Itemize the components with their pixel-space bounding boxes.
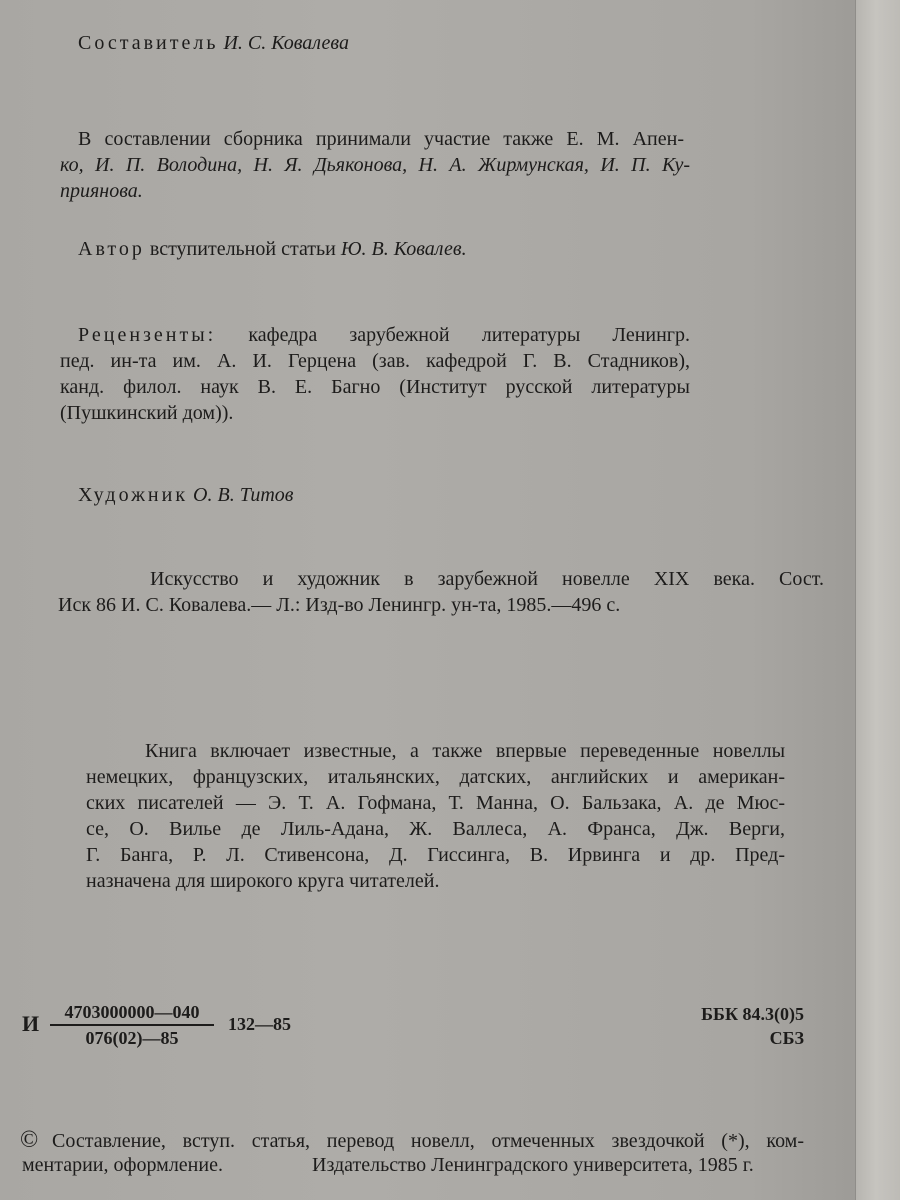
artist-line: [78, 482, 293, 508]
annotation-line-5: Г. Банга, Р. Л. Стивенсона, Д. Гиссинга, В. Ирвинга и др. Пред-: [86, 844, 785, 866]
artist-label: Художник: [78, 484, 189, 506]
participants-block-2: [60, 152, 690, 204]
annotation-first-wrap: [145, 738, 785, 764]
index-letter: И: [22, 1011, 40, 1036]
reviewers-line-2: пед. ин-та им. А. И. Герцена (зав. кафедрой Г. В. Стадников),: [60, 350, 690, 372]
artist-name: О. В. Титов: [193, 484, 294, 506]
participants-line-2: ко, И. П. Володина, Н. Я. Дьяконова, Н. А. Жирмунская, И. П. Ку-: [60, 154, 690, 176]
reviewers-line-1: кафедра зарубежной литературы Ленингр.: [248, 324, 691, 346]
copyright-line-1: Составление, вступ. статья, перевод новелл, отмеченных звездочкой (*), ком-: [52, 1130, 804, 1152]
author-line: [78, 236, 467, 262]
author-label: Автор: [78, 238, 145, 260]
copyright-line-2a: ментарии, оформление.: [22, 1154, 223, 1176]
annotation-line-4: се, О. Вилье де Лиль-Адана, Ж. Валлеса, А. Франса, Дж. Верги,: [86, 818, 785, 840]
catalog-line-2-wrap: [58, 592, 698, 618]
annotation-line-3: ских писателей — Э. Т. А. Гофмана, Т. Манна, О. Бальзака, А. де Мюс-: [86, 792, 785, 814]
compiler-line: [78, 30, 349, 56]
reviewers-first-line: [78, 322, 690, 348]
reviewers-label: Рецензенты:: [78, 324, 217, 346]
catalog-line-2: Иск 86 И. С. Ковалева.— Л.: Изд-во Ленингр. ун-та, 1985.—496 с.: [58, 594, 621, 616]
compiler-label: Составитель: [78, 32, 219, 54]
compiler-name: И. С. Ковалева: [223, 32, 349, 54]
index-code: 132—85: [228, 1014, 291, 1034]
participants-line-3: приянова.: [60, 180, 143, 202]
copyright-line-1-wrap: [52, 1128, 804, 1154]
participants-line-1: В составлении сборника принимали участие также Е. М. Апен-: [78, 128, 684, 150]
annotation-block: [86, 764, 785, 894]
author-name: Ю. В. Ковалев.: [340, 238, 467, 260]
annotation-line-6: назначена для широкого круга читателей.: [86, 870, 440, 892]
copyright-symbol: ©: [20, 1127, 39, 1153]
reviewers-line-4: (Пушкинский дом)).: [60, 402, 234, 424]
catalog-line-1: Искусство и художник в зарубежной новелле XIX века. Сост.: [150, 568, 824, 590]
annotation-line-1: Книга включает известные, а также впервые переведенные новеллы: [145, 740, 785, 762]
catalog-line-1-wrap: [150, 566, 824, 592]
sbz-code: СБЗ: [769, 1028, 804, 1048]
copyright-line-2b: Издательство Ленинградского университета, 1985 г.: [312, 1154, 754, 1176]
index-denominator: 076(02)—85: [85, 1028, 179, 1048]
bbk-code: ББК 84.3(0)5: [701, 1004, 804, 1024]
participants-block: [78, 126, 684, 152]
index-numerator: 4703000000—040: [50, 1000, 214, 1026]
annotation-line-2: немецких, французских, итальянских, датских, английских и американ-: [86, 766, 785, 788]
page-edge: [855, 0, 900, 1200]
author-text: вступительной статьи: [149, 238, 336, 260]
reviewers-block: [60, 348, 690, 426]
reviewers-line-3: канд. филол. наук В. Е. Багно (Институт русской литературы: [60, 376, 690, 398]
